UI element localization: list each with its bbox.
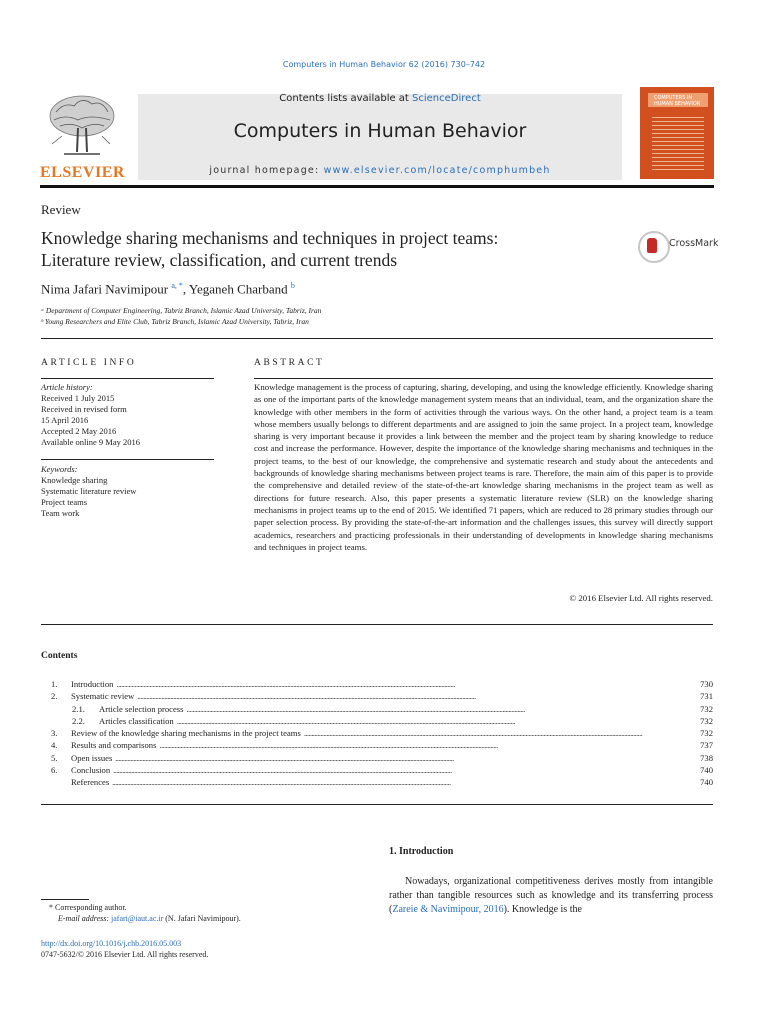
keyword: Systematic literature review bbox=[41, 486, 137, 496]
intro-citation-link[interactable]: Zareie & Navimipour, 2016 bbox=[392, 904, 504, 915]
title-divider bbox=[41, 338, 713, 339]
toc-entry[interactable] bbox=[41, 716, 713, 728]
toc-number: 2.2. bbox=[72, 715, 85, 726]
article-title bbox=[41, 227, 601, 271]
toc-number: 6. bbox=[51, 765, 58, 776]
issn-line: 0747-5632/© 2016 Elsevier Ltd. All rights reserved. bbox=[41, 950, 209, 959]
article-info-heading: ARTICLE INFO bbox=[41, 358, 137, 368]
toc-label: References bbox=[71, 777, 110, 788]
journal-cover-thumbnail[interactable] bbox=[640, 87, 714, 179]
abstract-rule bbox=[254, 378, 713, 379]
history-item: Accepted 2 May 2016 bbox=[41, 426, 117, 436]
intro-text-after: ). Knowledge is the bbox=[503, 904, 582, 915]
introduction-heading: 1. Introduction bbox=[389, 846, 454, 857]
toc-page: 732 bbox=[700, 728, 713, 739]
contents-prefix: Contents lists available at bbox=[279, 93, 413, 104]
contents-top-rule bbox=[41, 624, 713, 625]
toc-page: 732 bbox=[700, 715, 713, 726]
homepage-link[interactable]: www.elsevier.com/locate/comphumbeh bbox=[323, 165, 551, 176]
history-item: 15 April 2016 bbox=[41, 415, 89, 425]
title-line-2: Literature review, classification, and current trends bbox=[41, 250, 397, 270]
keywords-label: Keywords: bbox=[41, 464, 78, 474]
toc-entry[interactable] bbox=[41, 691, 713, 703]
toc-label: Article selection process bbox=[99, 703, 184, 714]
toc-label: Open issues bbox=[71, 752, 113, 763]
history-item: Received 1 July 2015 bbox=[41, 393, 115, 403]
header-rule bbox=[40, 185, 714, 188]
toc-number: 1. bbox=[51, 679, 58, 689]
affiliation-a: ᵃ Department of Computer Engineering, Tabriz Branch, Islamic Azad University, Tabriz, Iran bbox=[41, 306, 322, 315]
journal-citation[interactable]: Computers in Human Behavior 62 (2016) 730–742 bbox=[282, 60, 486, 69]
homepage-prefix: journal homepage: bbox=[209, 165, 324, 176]
toc-entry[interactable] bbox=[41, 777, 713, 789]
toc-label: Results and comparisons bbox=[71, 740, 157, 751]
email-line bbox=[58, 914, 241, 923]
elsevier-tree-logo bbox=[44, 92, 120, 160]
toc-number: 5. bbox=[51, 752, 58, 763]
contents-heading: Contents bbox=[41, 651, 78, 661]
toc-page: 738 bbox=[700, 752, 713, 763]
keyword: Project teams bbox=[41, 497, 88, 507]
history-item: Available online 9 May 2016 bbox=[41, 437, 140, 447]
history-item: Received in revised form bbox=[41, 404, 127, 414]
toc-entry[interactable] bbox=[41, 765, 713, 777]
toc-label: Conclusion bbox=[71, 765, 111, 776]
intro-text-before: Nowadays, organizational competitiveness derives mostly from intangible rather than tangible resources such as knowledge and its transferring process ( bbox=[389, 876, 713, 915]
doi-link[interactable]: http://dx.doi.org/10.1016/j.chb.2016.05.003 bbox=[41, 939, 182, 948]
toc-entry[interactable] bbox=[41, 704, 713, 716]
toc-label: Systematic review bbox=[71, 691, 135, 702]
crossmark-icon[interactable] bbox=[638, 231, 670, 263]
email-label: E-mail address: bbox=[58, 914, 112, 923]
article-history bbox=[41, 382, 140, 448]
journal-homepage bbox=[138, 165, 622, 176]
journal-title: Computers in Human Behavior bbox=[233, 120, 527, 142]
toc-number: 3. bbox=[51, 728, 58, 739]
affiliation-b: ᵇ Young Researchers and Elite Club, Tabriz Branch, Islamic Azad University, Tabriz, Iran bbox=[41, 317, 309, 326]
toc-number: 2. bbox=[51, 691, 58, 702]
toc-page: 730 bbox=[700, 679, 713, 689]
toc-number: 4. bbox=[51, 740, 58, 751]
toc-entry[interactable] bbox=[41, 740, 713, 752]
toc-number: 2.1. bbox=[72, 703, 85, 714]
article-type: Review bbox=[41, 202, 81, 217]
abstract-copyright: © 2016 Elsevier Ltd. All rights reserved. bbox=[569, 593, 713, 603]
abstract-text: Knowledge management is the process of capturing, sharing, developing, and using the knowledge efficiently. Knowledge sharing as one of the important parts of the knowledge management system means that an individual, team, and the organization share the knowledge with other members in the form of activities through the various ways. On the other hand, a project team is a team whose members usually belongs to different departments and are assigned to join the same project. In a project team, knowledge sharing is very important because it provides a link between the member and the project team by sharing knowledge to reduce cost and increase the performance. However, despite the importance of the knowledge sharing mechanisms and techniques in the project teams, to the best of our knowledge, the comprehensive and systematic research and study about the antecedents and backgrounds of knowledge sharing mechanisms between project teams is rare. Therefore, the main aim of this paper is to provide the comprehensive and detailed review of the state-of-the-art knowledge sharing mechanisms in the project team as well as directions for future research. Also, this paper presents a systematic literature review (SLR) on the knowledge sharing mechanisms in project teams up to the end of 2015. We identified 71 papers, which are reduced to 28 primary studies through our paper selection process. By providing the state-of-the-art information and the challenges issues, this survey will directly support academics, researchers and practicing professionals in their understanding of developments in knowledge sharing mechanisms and techniques in project teams. bbox=[254, 382, 713, 552]
keywords-rule bbox=[41, 459, 214, 460]
toc-page: 737 bbox=[700, 740, 713, 751]
history-label: Article history: bbox=[41, 382, 93, 392]
toc-label: Articles classification bbox=[99, 715, 174, 726]
toc-page: 731 bbox=[700, 691, 713, 702]
introduction-text bbox=[389, 875, 713, 917]
contents-bottom-rule bbox=[41, 804, 713, 805]
keywords bbox=[41, 464, 136, 519]
footnote-rule bbox=[41, 899, 89, 900]
author-2: Yeganeh Charband bbox=[188, 281, 288, 297]
title-line-1: Knowledge sharing mechanisms and techniques in project teams: bbox=[41, 228, 499, 248]
abstract-heading: ABSTRACT bbox=[254, 358, 325, 368]
author-1-affiliation[interactable]: a, * bbox=[171, 281, 183, 290]
corresponding-author-note: * Corresponding author. bbox=[49, 903, 127, 912]
toc-entry[interactable] bbox=[41, 728, 713, 740]
author-list bbox=[41, 281, 295, 297]
sciencedirect-link[interactable]: ScienceDirect bbox=[412, 93, 481, 104]
email-owner: (N. Jafari Navimipour). bbox=[163, 914, 241, 923]
toc-page: 732 bbox=[700, 703, 713, 714]
cover-title: COMPUTERS IN HUMAN BEHAVIOR bbox=[654, 95, 701, 107]
contents-availability bbox=[138, 93, 622, 104]
author-1: Nima Jafari Navimipour bbox=[41, 281, 169, 297]
author-separator: , bbox=[182, 281, 189, 297]
email-link[interactable]: jafari@iaut.ac.ir bbox=[111, 914, 164, 923]
crossmark-label[interactable]: CrossMark bbox=[669, 238, 719, 249]
toc-entry[interactable] bbox=[41, 679, 713, 691]
elsevier-wordmark: ELSEVIER bbox=[40, 164, 125, 181]
author-2-affiliation[interactable]: b bbox=[290, 281, 295, 290]
toc-label: Review of the knowledge sharing mechanisms in the project teams bbox=[71, 728, 301, 739]
toc-page: 740 bbox=[700, 777, 713, 788]
toc-page: 740 bbox=[700, 765, 713, 776]
table-of-contents bbox=[41, 679, 713, 790]
keyword: Team work bbox=[41, 508, 80, 518]
toc-entry[interactable] bbox=[41, 753, 713, 765]
article-info-rule bbox=[41, 378, 214, 379]
toc-label: Introduction bbox=[71, 679, 114, 689]
keyword: Knowledge sharing bbox=[41, 475, 108, 485]
